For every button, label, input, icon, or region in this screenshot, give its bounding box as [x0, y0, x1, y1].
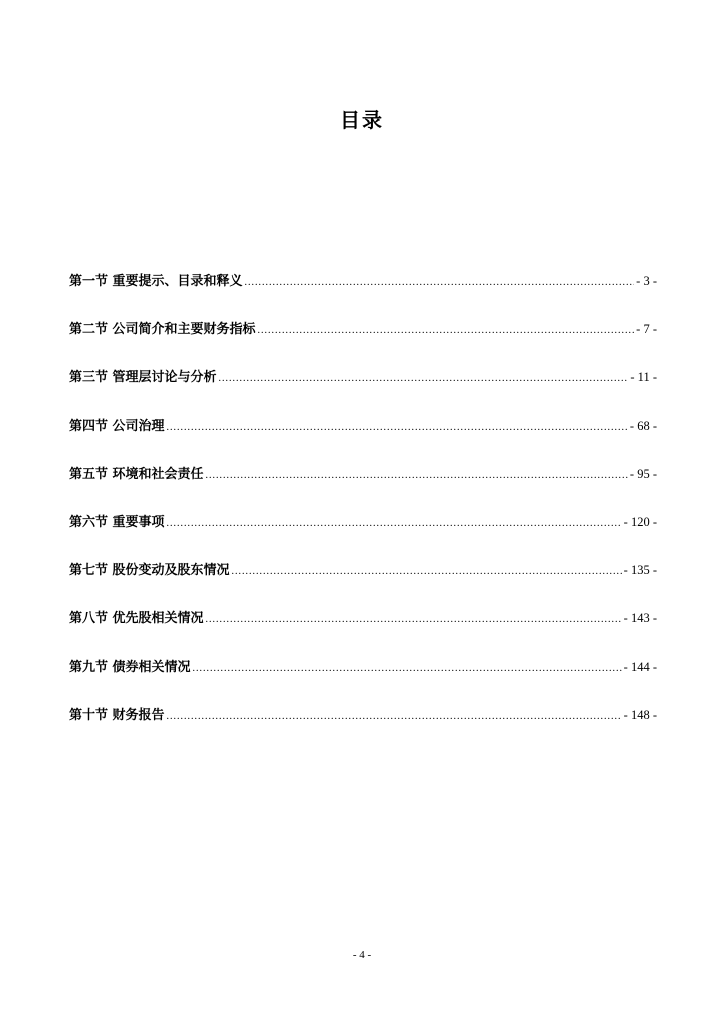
- toc-dot-leader: [219, 373, 629, 384]
- toc-entry-page: - 11 -: [630, 370, 657, 385]
- toc-entry-label: 第三节 管理层讨论与分析: [69, 370, 217, 386]
- toc-entry-page: - 3 -: [636, 274, 657, 288]
- toc-entry-page: - 7 -: [636, 322, 657, 337]
- table-of-contents: [69, 270, 657, 752]
- toc-entry-4[interactable]: [69, 415, 657, 463]
- toc-entry-6[interactable]: [69, 511, 657, 559]
- toc-entry-7[interactable]: [69, 559, 657, 607]
- toc-dot-leader: [193, 663, 622, 674]
- toc-entry-page: - 95 -: [629, 466, 657, 481]
- toc-entry-page: - 144 -: [623, 659, 657, 674]
- toc-entry-label: 第五节 环境和社会责任: [69, 466, 204, 482]
- toc-dot-leader: [206, 470, 628, 481]
- page-title: 目录: [340, 108, 384, 132]
- toc-entry-2[interactable]: [69, 318, 657, 366]
- toc-entry-3[interactable]: [69, 366, 657, 414]
- toc-entry-9[interactable]: [69, 656, 657, 704]
- toc-entry-label: 第一节 重要提示、目录和释义: [69, 274, 243, 289]
- toc-dot-leader: [258, 325, 635, 336]
- toc-entry-page: - 68 -: [629, 418, 657, 433]
- toc-entry-label: 第八节 优先股相关情况: [69, 611, 204, 627]
- toc-entry-8[interactable]: [69, 607, 657, 655]
- toc-entry-page: - 135 -: [623, 563, 657, 578]
- toc-entry-label: 第九节 债券相关情况: [69, 659, 191, 675]
- toc-dot-leader: [232, 566, 622, 577]
- toc-dot-leader: [245, 277, 635, 288]
- toc-dot-leader: [167, 422, 628, 433]
- toc-entry-label: 第七节 股份变动及股东情况: [69, 563, 230, 579]
- toc-dot-leader: [167, 518, 622, 529]
- toc-entry-label: 第十节 财务报告: [69, 707, 165, 723]
- toc-entry-10[interactable]: [69, 704, 657, 752]
- toc-entry-page: - 120 -: [623, 514, 657, 529]
- toc-dot-leader: [167, 711, 622, 722]
- toc-entry-5[interactable]: [69, 463, 657, 511]
- toc-dot-leader: [206, 614, 622, 625]
- toc-entry-label: 第六节 重要事项: [69, 514, 165, 530]
- toc-entry-page: - 148 -: [623, 707, 657, 722]
- toc-entry-page: - 143 -: [623, 611, 657, 626]
- toc-entry-label: 第四节 公司治理: [69, 418, 165, 434]
- page-number: - 4 -: [352, 949, 372, 961]
- toc-entry-label: 第二节 公司简介和主要财务指标: [69, 322, 256, 338]
- toc-entry-1[interactable]: [69, 270, 657, 318]
